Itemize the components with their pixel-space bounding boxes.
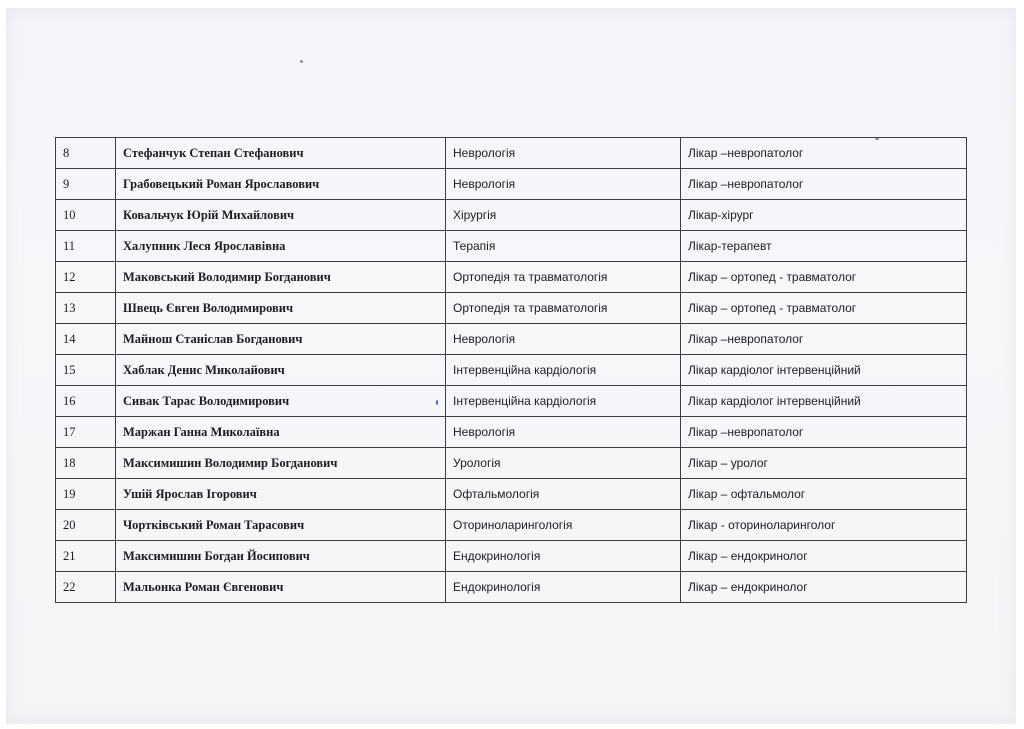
specialty: Хірургія: [446, 200, 681, 231]
doctor-name: Халупник Леся Ярославівна: [116, 231, 446, 262]
table-row: [56, 293, 967, 324]
doctor-name: Ковальчук Юрій Михайлович: [116, 200, 446, 231]
specialty: Ендокринологія: [446, 541, 681, 572]
table-row: [56, 417, 967, 448]
doctor-name: Маковський Володимир Богданович: [116, 262, 446, 293]
specialty: Ортопедія та травматологія: [446, 262, 681, 293]
row-number: 9: [56, 169, 116, 200]
specialty: Оториноларингологія: [446, 510, 681, 541]
doctor-name: Максимишин Володимир Богданович: [116, 448, 446, 479]
position: Лікар – ендокринолог: [681, 572, 967, 603]
position: Лікар – офтальмолог: [681, 479, 967, 510]
doctor-name: Сивак Тарас Володимирович: [116, 386, 446, 417]
doctor-name: Мальонка Роман Євгенович: [116, 572, 446, 603]
row-number: 22: [56, 572, 116, 603]
position: Лікар –невропатолог: [681, 417, 967, 448]
specialty: Інтервенційна кардіологія: [446, 355, 681, 386]
position: Лікар – уролог: [681, 448, 967, 479]
specialty: Неврологія: [446, 169, 681, 200]
table-row: [56, 138, 967, 169]
doctor-name: Грабовецький Роман Ярославович: [116, 169, 446, 200]
doctor-name: Майнош Станіслав Богданович: [116, 324, 446, 355]
table-row: [56, 541, 967, 572]
row-number: 14: [56, 324, 116, 355]
row-number: 10: [56, 200, 116, 231]
specialty: Ортопедія та травматологія: [446, 293, 681, 324]
table-row: [56, 386, 967, 417]
position: Лікар кардіолог інтервенційний: [681, 355, 967, 386]
row-number: 21: [56, 541, 116, 572]
specialty: Ендокринологія: [446, 572, 681, 603]
row-number: 11: [56, 231, 116, 262]
table-row: [56, 572, 967, 603]
table-row: [56, 510, 967, 541]
specialty: Неврологія: [446, 417, 681, 448]
doctor-name: Швець Євген Володимирович: [116, 293, 446, 324]
staff-table-body: [56, 138, 967, 603]
row-number: 16: [56, 386, 116, 417]
table-row: [56, 479, 967, 510]
table-row: [56, 200, 967, 231]
doctor-name: Максимишин Богдан Йосипович: [116, 541, 446, 572]
table-row: [56, 231, 967, 262]
position: Лікар – ортопед - травматолог: [681, 293, 967, 324]
row-number: 19: [56, 479, 116, 510]
row-number: 20: [56, 510, 116, 541]
position: Лікар –невропатолог: [681, 169, 967, 200]
position: Лікар - оториноларинголог: [681, 510, 967, 541]
table-row: [56, 355, 967, 386]
row-number: 17: [56, 417, 116, 448]
row-number: 12: [56, 262, 116, 293]
specialty: Неврологія: [446, 138, 681, 169]
scan-speck: [300, 60, 303, 63]
row-number: 18: [56, 448, 116, 479]
row-number: 15: [56, 355, 116, 386]
specialty: Неврологія: [446, 324, 681, 355]
row-number: 13: [56, 293, 116, 324]
table-row: [56, 262, 967, 293]
position: Лікар – ендокринолог: [681, 541, 967, 572]
position: Лікар кардіолог інтервенційний: [681, 386, 967, 417]
position: Лікар-хірург: [681, 200, 967, 231]
specialty: Терапія: [446, 231, 681, 262]
table-row: [56, 169, 967, 200]
row-number: 8: [56, 138, 116, 169]
staff-table: [55, 137, 967, 603]
doctor-name: Стефанчук Степан Стефанович: [116, 138, 446, 169]
table-row: [56, 324, 967, 355]
position: Лікар –невропатолог: [681, 324, 967, 355]
position: Лікар – ортопед - травматолог: [681, 262, 967, 293]
doctor-name: Маржан Ганна Миколаївна: [116, 417, 446, 448]
doctor-name: Хаблак Денис Миколайович: [116, 355, 446, 386]
doctor-name: Ушій Ярослав Ігорович: [116, 479, 446, 510]
table-row: [56, 448, 967, 479]
specialty: Урологія: [446, 448, 681, 479]
position: Лікар –невропатолог: [681, 138, 967, 169]
specialty: Інтервенційна кардіологія: [446, 386, 681, 417]
position: Лікар-терапевт: [681, 231, 967, 262]
specialty: Офтальмологія: [446, 479, 681, 510]
doctor-name: Чортківський Роман Тарасович: [116, 510, 446, 541]
